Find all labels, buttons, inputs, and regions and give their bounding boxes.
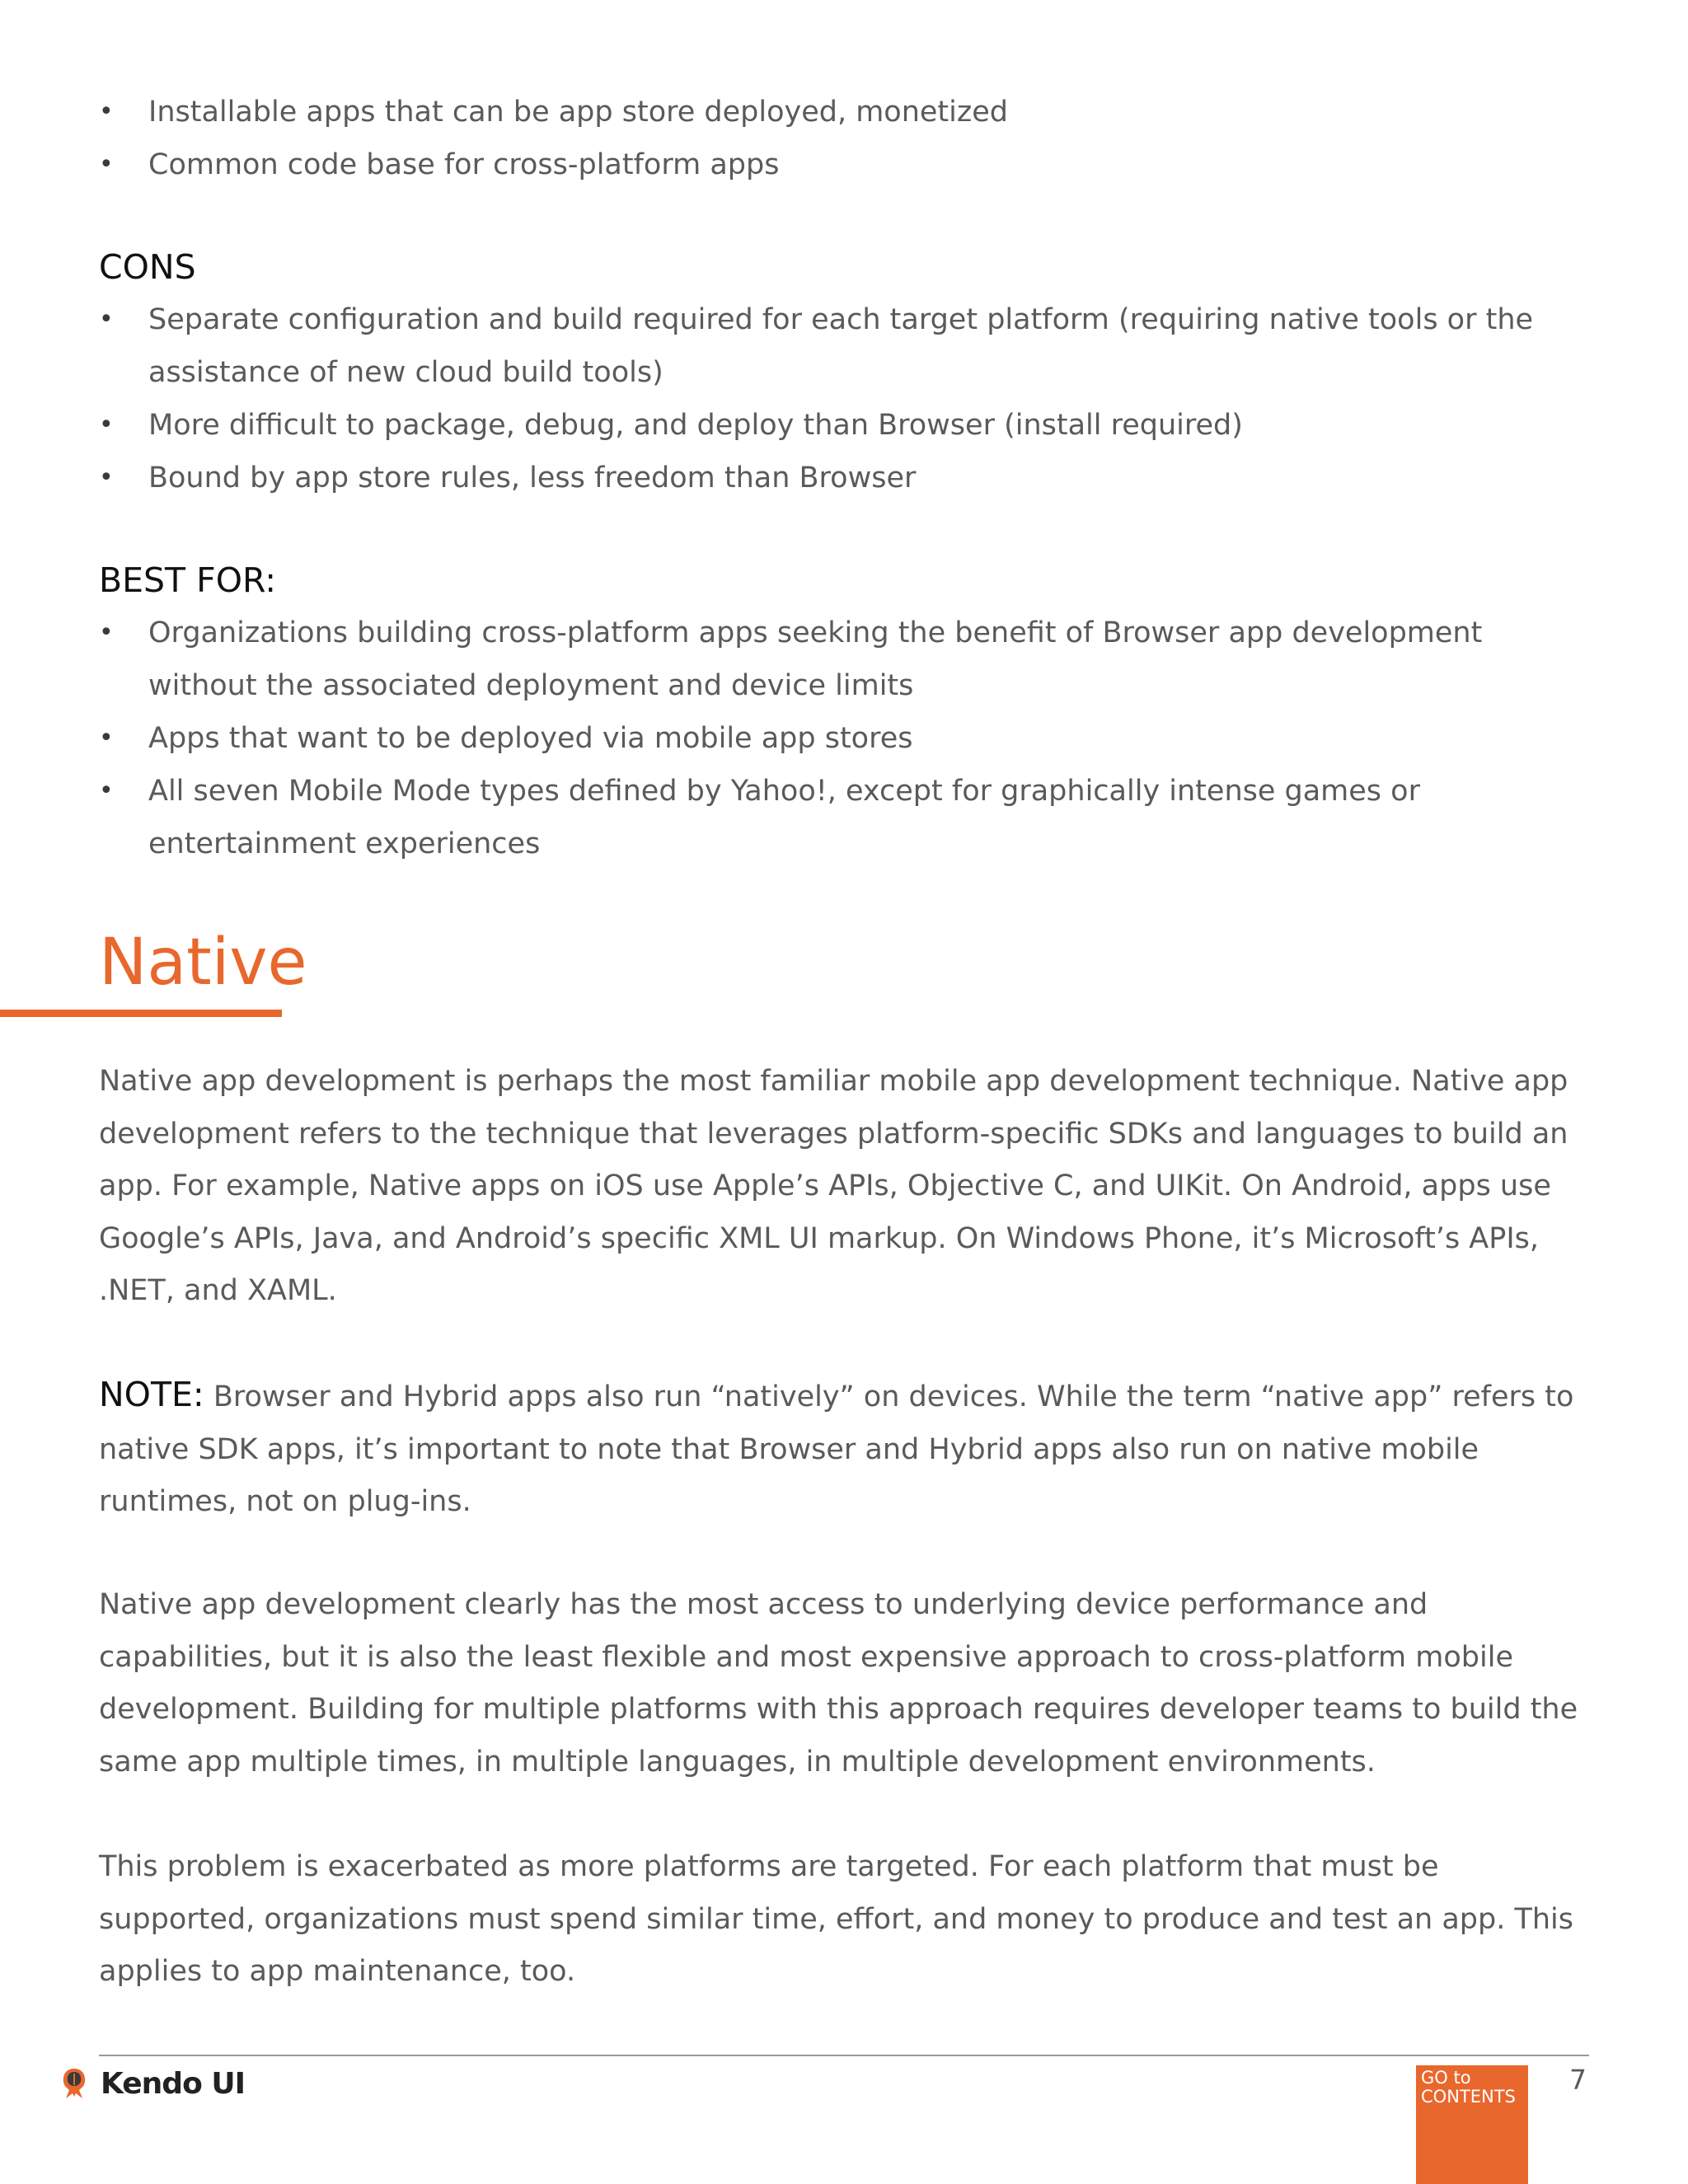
native-para-3: This problem is exacerbated as more platforms are targeted. For each platform that must be supported, organizations must spend similar time, effort, and money to produce and test an app. This applies to app maintenance, too. [99, 1850, 1574, 1988]
best-for-heading: BEST FOR: [99, 560, 277, 600]
goto-line-1: GO to [1421, 2068, 1471, 2088]
note-label: NOTE: [99, 1375, 204, 1414]
list-item: • Organizations building cross-platform apps seeking the benefit of Browser app development without the associated deployment and device limits [99, 607, 1591, 712]
kendo-helmet-icon [56, 2065, 92, 2102]
kendo-ui-logo [56, 2060, 245, 2107]
bullet-icon: • [99, 410, 114, 439]
title-underline [0, 1010, 282, 1017]
list-item: • Apps that want to be deployed via mobile app stores [99, 712, 1591, 765]
go-to-contents-button[interactable] [1416, 2065, 1528, 2184]
native-para-1: Native app development is perhaps the most familiar mobile app development technique. Native app development refers to the technique that leverages platform-specific SDKs and languages to build an app. For example, Native apps on iOS use Apple’s APIs, Objective C, and UIKit. On Android, apps use Google’s APIs, Java, and Android’s specific XML UI markup. On Windows Phone, it’s Microsoft’s APIs, .NET, and XAML. [99, 1065, 1568, 1307]
list-item: • More difficult to package, debug, and deploy than Browser (install required) [99, 399, 1591, 452]
list-item: • All seven Mobile Mode types defined by Yahoo!, except for graphically intense games or entertainment experiences [99, 765, 1591, 870]
bullet-icon: • [99, 150, 114, 179]
cons-heading: CONS [99, 247, 196, 287]
cons-section [99, 241, 1591, 504]
note-text: Browser and Hybrid apps also run “natively” on devices. While the term “native app” refers to native SDK apps, it’s important to note that Browser and Hybrid apps also run on native mobile runtimes, not on plug-ins. [99, 1380, 1574, 1518]
bullet-icon: • [99, 618, 114, 647]
native-para-2: Native app development clearly has the most access to underlying device performance and capabilities, but it is also the least flexible and most expensive approach to cross-platform mobile development. Building for multiple platforms with this approach requires developer teams to build the same app multiple times, in multiple languages, in multiple development environments. [99, 1588, 1578, 1779]
list-item: • Bound by app store rules, less freedom than Browser [99, 452, 1591, 504]
page-number: 7 [1569, 2064, 1587, 2096]
pros-list [99, 86, 1591, 191]
section-title-native: Native [99, 926, 307, 1000]
bullet-icon: • [99, 463, 114, 492]
bullet-icon: • [99, 776, 114, 805]
list-item: • Separate configuration and build required for each target platform (requiring native tools or the assistance of new cloud build tools) [99, 293, 1591, 399]
best-for-section [99, 554, 1591, 870]
list-item: • Common code base for cross-platform apps [99, 138, 1591, 191]
goto-line-2: CONTENTS [1421, 2087, 1516, 2107]
bullet-icon: • [99, 97, 114, 126]
logo-text: Kendo UI [101, 2066, 245, 2101]
bullet-icon: • [99, 305, 114, 334]
list-item: • Installable apps that can be app store deployed, monetized [99, 86, 1591, 138]
footer-divider [99, 2055, 1589, 2056]
bullet-icon: • [99, 724, 114, 752]
native-note [99, 1369, 1591, 1529]
